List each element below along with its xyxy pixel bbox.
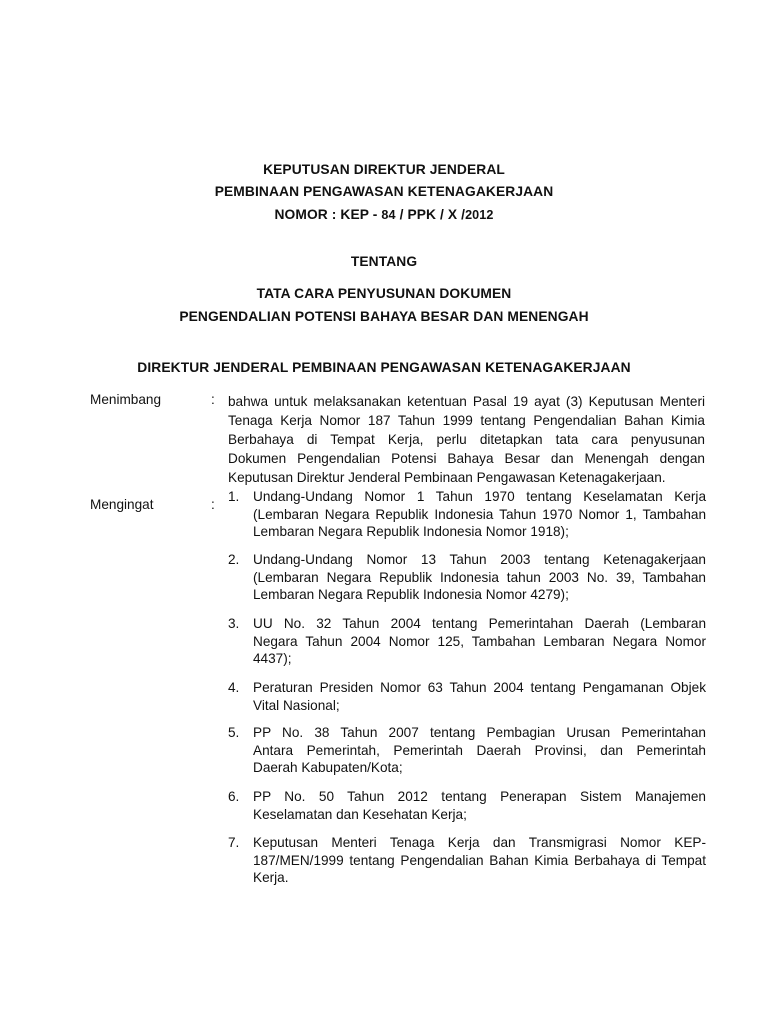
list-item-line: Keselamatan dan Kesehatan Kerja; — [253, 806, 467, 822]
list-item-line: (Lembaran Negara Republik Indonesia Tahun 1970 Nomor 1, Tambahan — [253, 506, 706, 522]
list-item-line: Undang-Undang Nomor 1 Tahun 1970 tentang Keselamatan Kerja — [253, 489, 706, 504]
list-item-line: Lembaran Negara Republik Indonesia Nomor 1918); — [253, 524, 569, 539]
list-item-line: Undang-Undang Nomor 13 Tahun 2003 tentang Ketenagakerjaan — [253, 552, 706, 567]
list-item-line: Vital Nasional; — [253, 697, 340, 713]
decree-number-prefix: NOMOR : KEP - — [274, 207, 382, 222]
decree-number-value: 84 — [381, 208, 396, 222]
list-item-line: Lembaran Negara Republik Indonesia Nomor 4279); — [253, 587, 569, 602]
subject-line-1: TATA CARA PENYUSUNAN DOKUMEN — [256, 286, 512, 301]
menimbang-colon: : — [211, 392, 215, 407]
list-item-line: Antara Pemerintah, Pemerintah Daerah Provinsi, dan Pemerintah — [253, 742, 706, 758]
list-item-line: PP No. 38 Tahun 2007 tentang Pembagian Urusan Pemerintahan — [253, 725, 706, 740]
menimbang-text — [228, 392, 705, 487]
mengingat-colon: : — [211, 497, 215, 512]
menimbang-line: bahwa untuk melaksanakan ketentuan Pasal 19 ayat (3) Keputusan Menteri — [228, 394, 705, 409]
menimbang-line: Dokumen Pengendalian Potensi Bahaya Besar dan Menengah dengan — [228, 451, 705, 466]
list-item-line: UU No. 32 Tahun 2004 tentang Pemerintahan Daerah (Lembaran — [253, 616, 706, 631]
list-item-line: (Lembaran Negara Republik Indonesia tahun 2003 No. 39, Tambahan — [253, 569, 706, 585]
list-item-number: 7. — [228, 835, 240, 850]
list-item-line: Kerja. — [253, 870, 289, 885]
subject-line-2: PENGENDALIAN POTENSI BAHAYA BESAR DAN MENENGAH — [179, 309, 589, 324]
list-item-line: 4437); — [253, 651, 292, 666]
list-item-line: Peraturan Presiden Nomor 63 Tahun 2004 tentang Pengamanan Objek — [253, 680, 706, 695]
list-item-number: 2. — [228, 552, 240, 567]
list-item-line: Keputusan Menteri Tenaga Kerja dan Transmigrasi Nomor KEP- — [253, 835, 706, 850]
list-item-number: 4. — [228, 680, 240, 695]
decree-number-code: / PPK / X / — [395, 207, 466, 222]
menimbang-line: Tenaga Kerja Nomor 187 Tahun 1999 tentang Pengendalian Bahan Kimia — [228, 413, 705, 428]
decree-title: KEPUTUSAN DIREKTUR JENDERAL — [263, 162, 505, 177]
list-item-number: 5. — [228, 725, 240, 740]
list-item-line: Daerah Kabupaten/Kota; — [253, 760, 403, 775]
list-item-line: PP No. 50 Tahun 2012 tentang Penerapan Sistem Manajemen — [253, 789, 706, 804]
list-item-number: 1. — [228, 489, 240, 504]
list-item-number: 3. — [228, 616, 240, 631]
menimbang-label: Menimbang — [90, 392, 162, 407]
issuer-heading: DIREKTUR JENDERAL PEMBINAAN PENGAWASAN KETENAGAKERJAAN — [137, 360, 631, 375]
mengingat-label: Mengingat — [90, 497, 154, 512]
list-item-line: Negara Tahun 2004 Nomor 125, Tambahan Lembaran Negara Nomor — [253, 633, 706, 649]
decree-number-year: 2012 — [465, 208, 494, 222]
decree-directorate: PEMBINAAN PENGAWASAN KETENAGAKERJAAN — [214, 184, 554, 199]
menimbang-line: Keputusan Direktur Jenderal Pembinaan Pengawasan Ketenagakerjaan. — [228, 470, 666, 485]
tentang-heading: TENTANG — [350, 254, 418, 269]
decree-number — [0, 207, 768, 222]
list-item-line: 187/MEN/1999 tentang Pengendalian Bahan Kimia Berbahaya di Tempat — [253, 852, 706, 868]
menimbang-line: Berbahaya di Tempat Kerja, perlu ditetapkan tata cara penyusunan — [228, 432, 705, 447]
list-item-number: 6. — [228, 789, 240, 804]
